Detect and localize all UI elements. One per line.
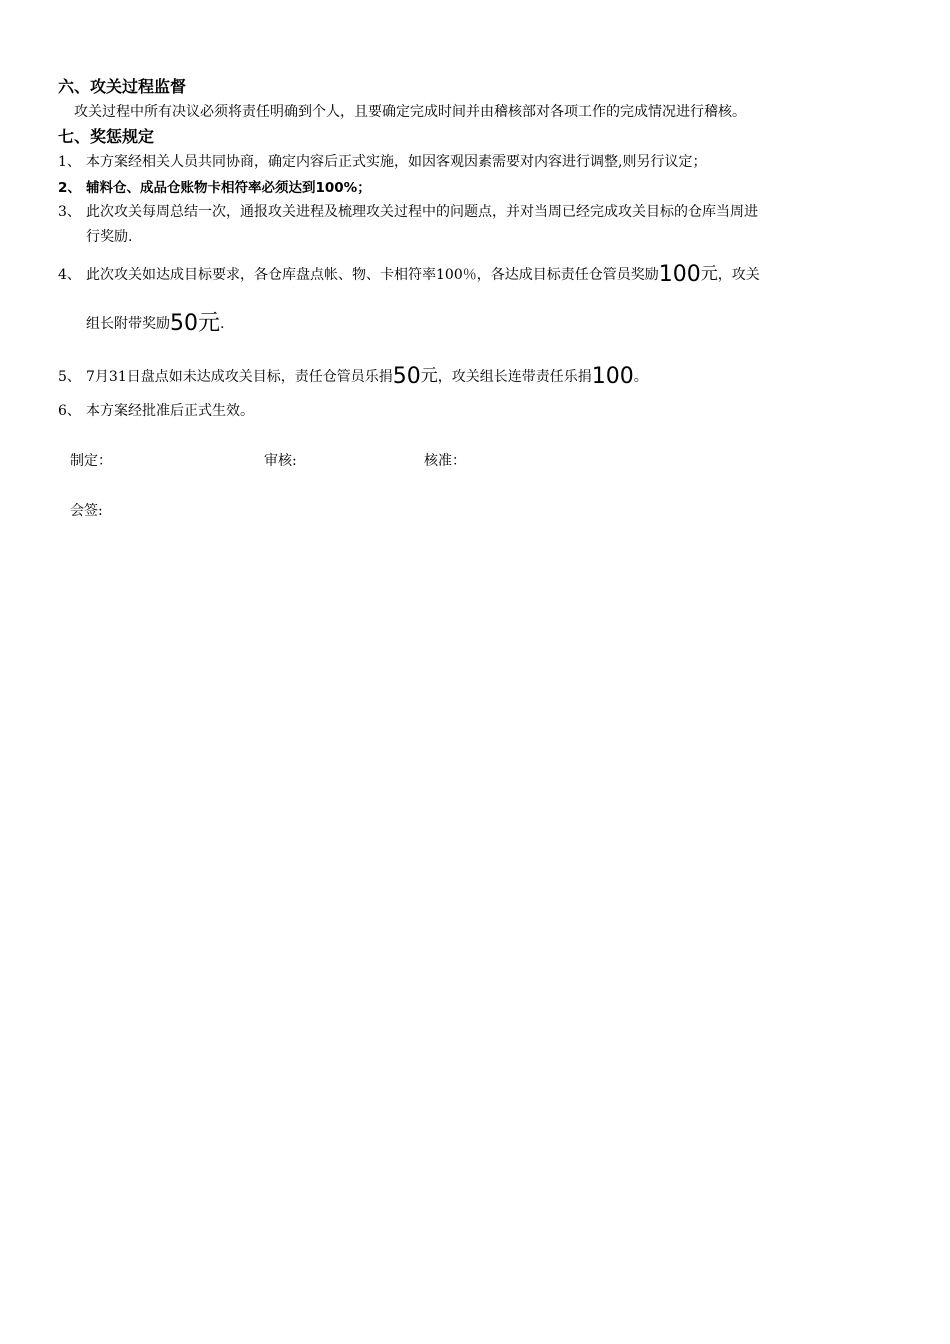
currency-unit: 元 bbox=[198, 311, 221, 336]
penalty-amount: 100 bbox=[591, 364, 634, 389]
list-item-text: 组长附带奖励 bbox=[86, 316, 170, 332]
list-item-number: 1、 bbox=[58, 154, 81, 170]
list-item-text-tail: ，攻关 bbox=[717, 267, 760, 283]
list-item-text: 此次攻关每周总结一次，通报攻关进程及梳理攻关过程中的问题点，并对当周已经完成攻关目标的仓库当周进 bbox=[86, 204, 758, 220]
list-item-number: 2、 bbox=[58, 180, 81, 196]
approved-by-label: 核准： bbox=[424, 453, 466, 469]
list-item-4-continuation bbox=[86, 311, 225, 336]
currency-unit: 元 bbox=[420, 366, 438, 386]
list-item-number: 4、 bbox=[58, 267, 81, 283]
list-item-2 bbox=[58, 178, 371, 198]
list-item-text: 此次攻关如达成目标要求，各仓库盘点帐、物、卡相符率100％，各达成目标责任仓管员奖励 bbox=[86, 267, 659, 283]
penalty-amount: 50 bbox=[392, 364, 421, 389]
list-item-1 bbox=[58, 152, 706, 172]
list-item-text: 7月31日盘点如未达成攻关目标，责任仓管员乐捐 bbox=[86, 369, 393, 385]
list-item-text: 辅料仓、成品仓账物卡相符率必须达到100%； bbox=[86, 180, 371, 196]
list-item-number: 6、 bbox=[58, 403, 81, 419]
reward-amount: 50 bbox=[170, 311, 198, 336]
countersign-label: 会签: bbox=[70, 503, 103, 519]
section-7-heading: 七、奖惩规定 bbox=[58, 127, 155, 146]
list-item-text-mid: ，攻关组长连带责任乐捐 bbox=[437, 369, 592, 385]
list-item-text-tail: 。 bbox=[633, 369, 648, 385]
list-item-5 bbox=[58, 366, 648, 387]
currency-unit: 元 bbox=[700, 264, 718, 284]
reviewed-by-label: 审核: bbox=[264, 453, 297, 469]
list-item-4 bbox=[58, 264, 760, 285]
reward-amount: 100 bbox=[658, 262, 701, 287]
list-item-6 bbox=[58, 401, 254, 421]
prepared-by-label: 制定： bbox=[70, 453, 112, 469]
section-6-heading: 六、攻关过程监督 bbox=[58, 77, 187, 96]
list-item-text-tail: . bbox=[220, 316, 225, 332]
list-item-3-continuation: 行奖励. bbox=[86, 229, 133, 245]
section-6-body: 攻关过程中所有决议必须将责任明确到个人，且要确定完成时间并由稽核部对各项工作的完成情况进行稽核。 bbox=[74, 104, 746, 120]
list-item-3 bbox=[58, 202, 758, 222]
list-item-text: 本方案经批准后正式生效。 bbox=[86, 403, 254, 419]
list-item-text: 本方案经相关人员共同协商，确定内容后正式实施，如因客观因素需要对内容进行调整,则另行议定； bbox=[86, 154, 707, 170]
list-item-number: 3、 bbox=[58, 204, 81, 220]
list-item-number: 5、 bbox=[58, 369, 81, 385]
